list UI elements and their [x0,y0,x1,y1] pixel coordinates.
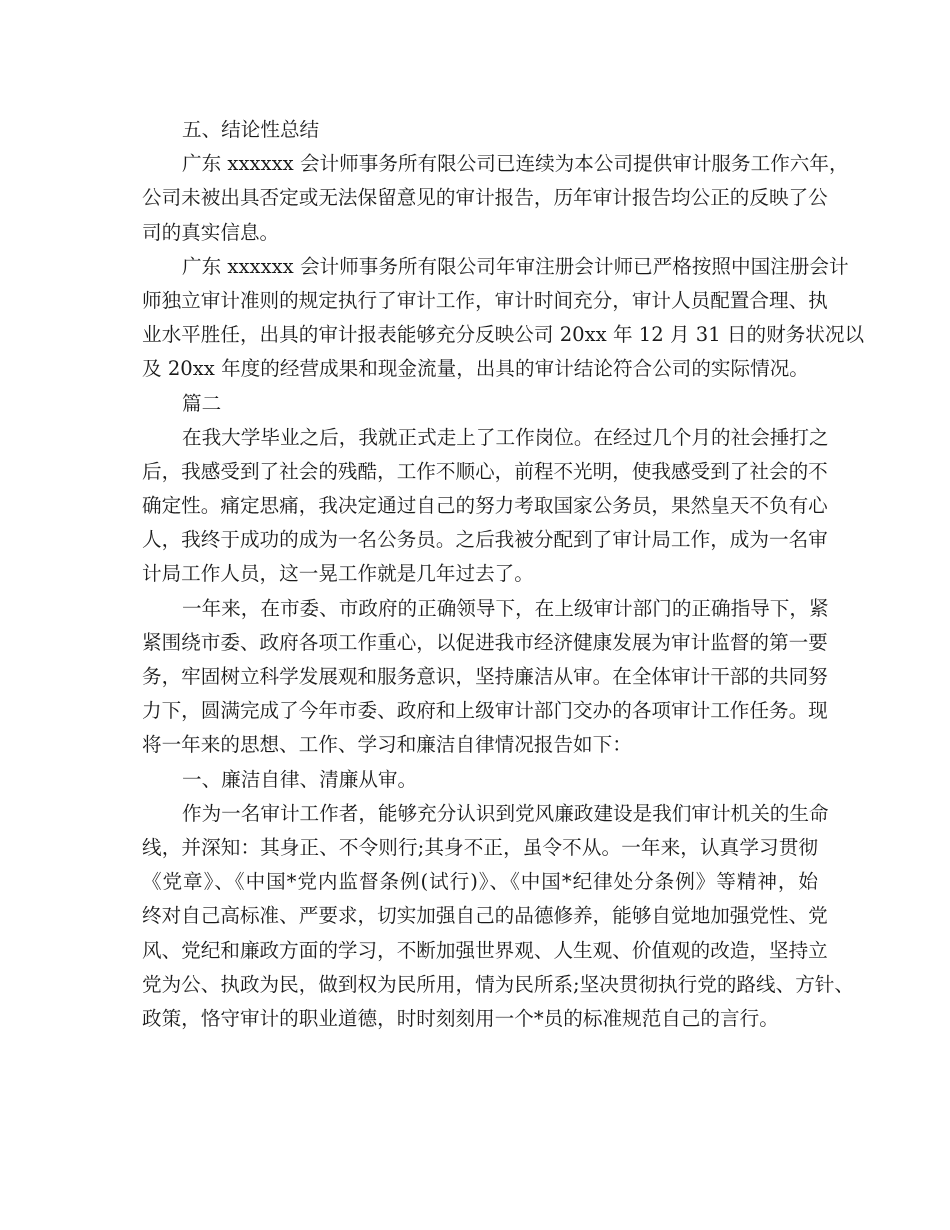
text-line: 公司未被出具否定或无法保留意见的审计报告，历年审计报告均公正的反映了公 [142,186,828,210]
section-heading: 篇二 [182,391,222,415]
text-line: 计局工作人员，这一晃工作就是几年过去了。 [142,562,534,586]
text-line: 司的真实信息。 [142,220,280,244]
text-line: 务，牢固树立科学发展观和服务意识，坚持廉洁从审。在全体审计干部的共同努 [142,665,828,688]
text-line: 后，我感受到了社会的残酷，工作不顺心，前程不光明，使我感受到了社会的不 [142,459,828,483]
text-line: 广东 xxxxxx 会计师事务所有限公司年审注册会计师已严格按照中国注册会计 [182,254,849,278]
text-line: 终对自己高标准、严要求，切实加强自己的品德修养，能够自觉地加强党性、党 [142,904,828,928]
text-line: 一年来，在市委、市政府的正确领导下，在上级审计部门的正确指导下，紧 [182,596,829,620]
text-line: 作为一名审计工作者，能够充分认识到党风廉政建设是我们审计机关的生命 [182,801,829,825]
text-line: 风、党纪和廉政方面的学习，不断加强世界观、人生观、价值观的改造，坚持立 [142,938,828,962]
text-line: 人，我终于成功的成为一名公务员。之后我被分配到了审计局工作，成为一名审 [142,528,828,552]
text-line: 业水平胜任，出具的审计报表能够充分反映公司 20xx 年 12 月 31 日的财务状况以 [142,323,865,347]
text-line: 线，并深知：其身正、不令则行;其身不正，虽令不从。一年来，认真学习贯彻 [142,835,818,859]
text-line: 师独立审计准则的规定执行了审计工作，审计时间充分，审计人员配置合理、执 [142,288,828,312]
text-line: 紧围绕市委、政府各项工作重心，以促进我市经济健康发展为审计监督的第一要 [142,630,828,654]
text-line: 力下，圆满完成了今年市委、政府和上级审计部门交办的各项审计工作任务。现 [142,699,828,723]
text-line: 确定性。痛定思痛，我决定通过自己的努力考取国家公务员，果然皇天不负有心 [142,494,828,518]
text-line: 在我大学毕业之后，我就正式走上了工作岗位。在经过几个月的社会捶打之 [182,425,829,449]
text-line: 广东 xxxxxx 会计师事务所有限公司已连续为本公司提供审计服务工作六年， [182,152,849,176]
section-heading: 一、廉洁自律、清廉从审。 [182,767,418,791]
document-body [142,113,865,1036]
section-heading: 五、结论性总结 [182,118,320,141]
text-line: 党为公、执政为民，做到权为民所用，情为民所系;坚决贯彻执行党的路线、方针、 [142,972,854,996]
text-line: 《党章》、《中国*党内监督条例(试行)》、《中国*纪律处分条例》等精神，始 [142,870,818,894]
text-line: 将一年来的思想、工作、学习和廉洁自律情况报告如下： [142,733,632,757]
text-line: 政策，恪守审计的职业道德，时时刻刻用一个*员的标准规范自己的言行。 [142,1006,779,1030]
text-line: 及 20xx 年度的经营成果和现金流量，出具的审计结论符合公司的实际情况。 [142,357,809,381]
